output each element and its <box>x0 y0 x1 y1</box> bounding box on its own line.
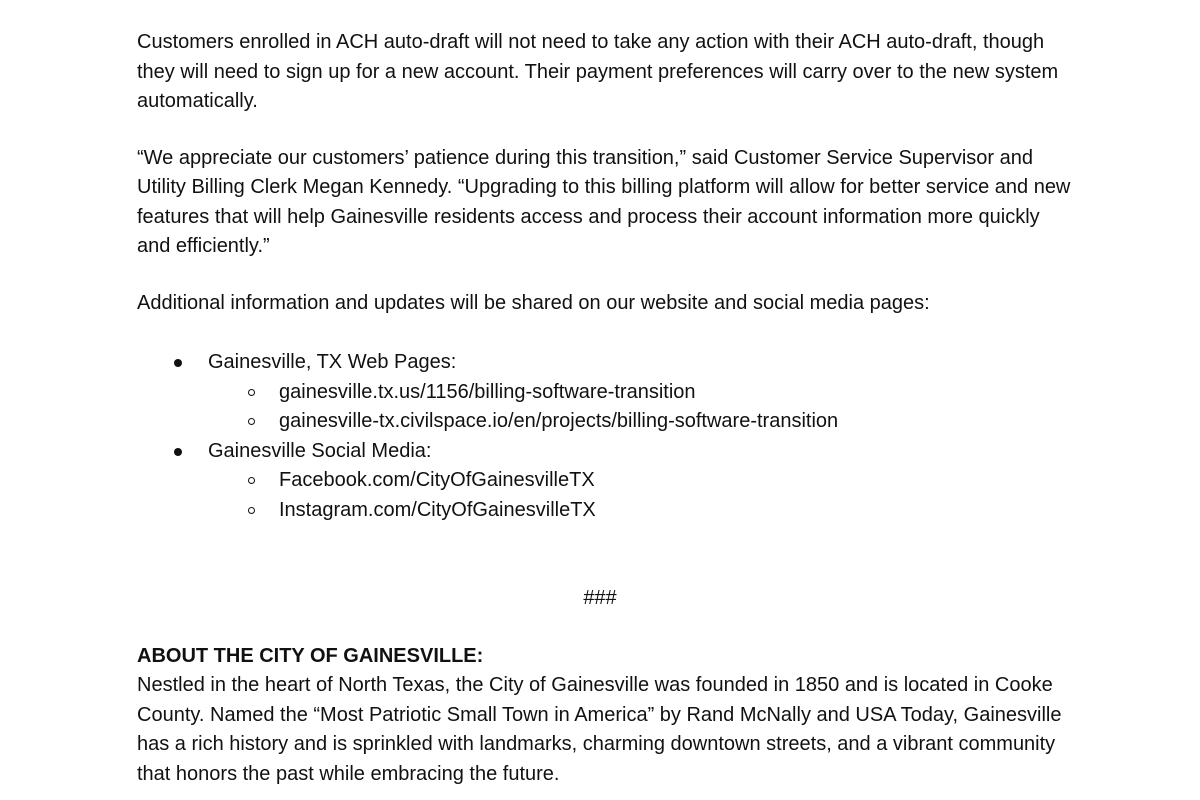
social-media-sublist <box>208 466 1077 525</box>
document-page <box>137 28 1077 789</box>
bullet-circle-icon <box>248 418 255 425</box>
spacer <box>137 318 1077 348</box>
sublist-item-facebook <box>208 466 1077 496</box>
sublist-item-web-link-1 <box>208 378 1077 408</box>
paragraph-ach-auto-draft: Customers enrolled in ACH auto-draft will not need to take any action with their ACH auto-draft, though they will need to sign up for a new account. Their payment preferences will carry over to the new system automatically. <box>137 31 1059 112</box>
about-heading: ABOUT THE CITY OF GAINESVILLE: <box>137 644 484 667</box>
web-pages-sublist <box>208 378 1077 437</box>
spacer <box>137 117 1077 144</box>
web-link-1[interactable]: gainesville.tx.us/1156/billing-software-transition <box>279 380 696 403</box>
paragraph-additional-info: Additional information and updates will be shared on our website and social media pages: <box>137 291 930 314</box>
bullet-circle-icon <box>248 477 255 484</box>
list-item-social-media <box>137 437 1077 526</box>
bullet-dot-icon <box>174 359 182 367</box>
bullet-dot-icon <box>174 448 182 456</box>
spacer <box>137 525 1077 584</box>
sublist-item-instagram <box>208 496 1077 526</box>
resource-list <box>137 348 1077 525</box>
bullet-circle-icon <box>248 389 255 396</box>
spacer <box>137 614 1077 642</box>
facebook-link[interactable]: Facebook.com/CityOfGainesvilleTX <box>279 469 595 491</box>
spacer <box>137 262 1077 289</box>
about-paragraph: Nestled in the heart of North Texas, the City of Gainesville was founded in 1850 and is located in Cooke County. Named the “Most Patriotic Small Town in America” by Rand McNally and USA Today, Gainesville has a rich history and is sprinkled with landmarks, charming downtown streets, and a vibrant community that honors the past while embracing the future. <box>137 674 1062 785</box>
web-link-2[interactable]: gainesville-tx.civilspace.io/en/projects/billing-software-transition <box>279 410 839 432</box>
social-media-label: Gainesville Social Media: <box>208 439 432 462</box>
web-pages-label: Gainesville, TX Web Pages: <box>208 351 457 373</box>
instagram-link[interactable]: Instagram.com/CityOfGainesvilleTX <box>279 498 596 521</box>
sublist-item-web-link-2 <box>208 407 1077 437</box>
end-mark: ### <box>583 587 617 609</box>
bullet-circle-icon <box>248 507 255 514</box>
paragraph-quote: “We appreciate our customers’ patience during this transition,” said Customer Service Supervisor and Utility Billing Clerk Megan Kennedy. “Upgrading to this billing platform will allow for better service and new features that will help Gainesville residents access and process their account information more quickly and efficiently.” <box>137 146 1071 257</box>
list-item-web-pages <box>137 348 1077 437</box>
